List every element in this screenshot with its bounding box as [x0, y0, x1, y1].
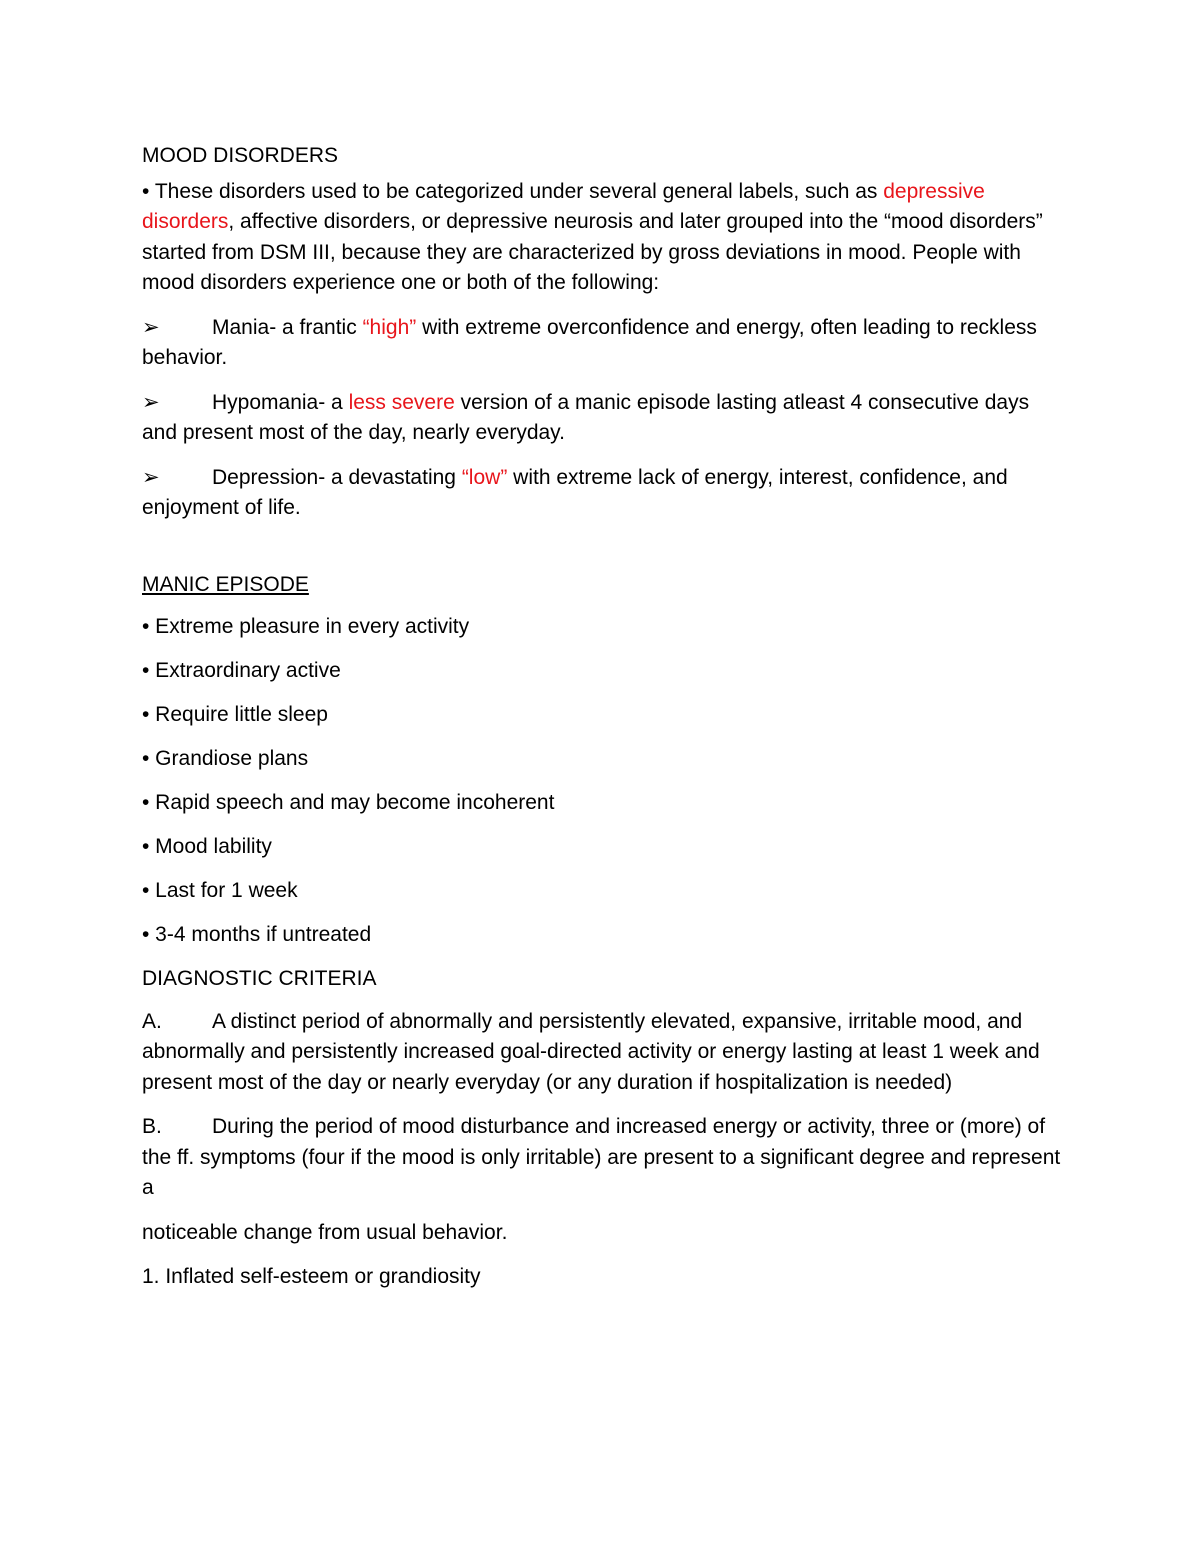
- criterion-b: [142, 1112, 1062, 1204]
- criterion-b-continuation: noticeable change from usual behavior.: [142, 1220, 508, 1244]
- list-item: • Extreme pleasure in every activity: [142, 615, 470, 638]
- intro-highlight-depressive-disorders: depressive disorders: [142, 179, 985, 233]
- document-body: [142, 141, 1062, 1307]
- hypomania-text-after: version of a manic episode lasting atleast 4 consecutive days and present most of the day, nearly everyday.: [142, 390, 1030, 444]
- list-item-hypomania: [142, 388, 1062, 449]
- list-item: • Last for 1 week: [142, 879, 298, 902]
- list-item: • Mood lability: [142, 835, 272, 858]
- criterion-a: [142, 1007, 1062, 1099]
- mania-highlight: “high”: [362, 315, 417, 339]
- criterion-b-text: During the period of mood disturbance and increased energy or activity, three or (more) of the ff. symptoms (four if the mood is only irritable) are present to a significant degree and represent a: [142, 1115, 1061, 1199]
- arrow-bullet-icon: ➢: [142, 465, 160, 489]
- intro-text-2: , affective disorders, or depressive neurosis and later grouped into the “mood disorders” started from DSM III, because they are characterized by gross deviations in mood. People with mood disorders experience one or both of the following:: [142, 210, 1043, 294]
- mania-text-before: Mania- a frantic: [212, 315, 363, 339]
- list-item: • Rapid speech and may become incoherent: [142, 791, 555, 814]
- manic-episode-heading: MANIC EPISODE: [142, 572, 309, 596]
- list-item: • Grandiose plans: [142, 747, 309, 770]
- diagnostic-criteria-heading: DIAGNOSTIC CRITERIA: [142, 967, 377, 990]
- hypomania-highlight: less severe: [348, 390, 455, 414]
- depression-highlight: “low”: [461, 465, 508, 489]
- list-item: • 3-4 months if untreated: [142, 923, 372, 946]
- list-item-depression: [142, 463, 1062, 524]
- criterion-b-marker: B.: [142, 1115, 162, 1138]
- mania-text-after: with extreme overconfidence and energy, often leading to reckless behavior.: [142, 315, 1037, 369]
- depression-text-after: with extreme lack of energy, interest, confidence, and enjoyment of life.: [142, 465, 1008, 519]
- list-item: • Require little sleep: [142, 703, 328, 726]
- arrow-bullet-icon: ➢: [142, 315, 160, 339]
- list-item: • Extraordinary active: [142, 659, 341, 682]
- intro-bullet: •: [142, 179, 150, 203]
- list-item-mania: [142, 313, 1062, 374]
- intro-text-1: These disorders used to be categorized under several general labels, such as: [149, 179, 884, 203]
- criterion-a-marker: A.: [142, 1009, 162, 1033]
- mood-disorders-intro: [142, 177, 1062, 299]
- numbered-item-1: 1. Inflated self-esteem or grandiosity: [142, 1265, 481, 1288]
- mood-disorders-heading: MOOD DISORDERS: [142, 144, 339, 167]
- manic-episode-list: [142, 612, 1062, 951]
- depression-text-before: Depression- a devastating: [212, 465, 462, 489]
- arrow-bullet-icon: ➢: [142, 390, 160, 414]
- criterion-a-text: A distinct period of abnormally and persistently elevated, expansive, irritable mood, and abnormally and persistently increased goal-directed activity or energy lasting at least 1 week and present most of the day or nearly everyday (or any duration if hospitalization is needed): [142, 1009, 1040, 1094]
- hypomania-text-before: Hypomania- a: [212, 390, 349, 414]
